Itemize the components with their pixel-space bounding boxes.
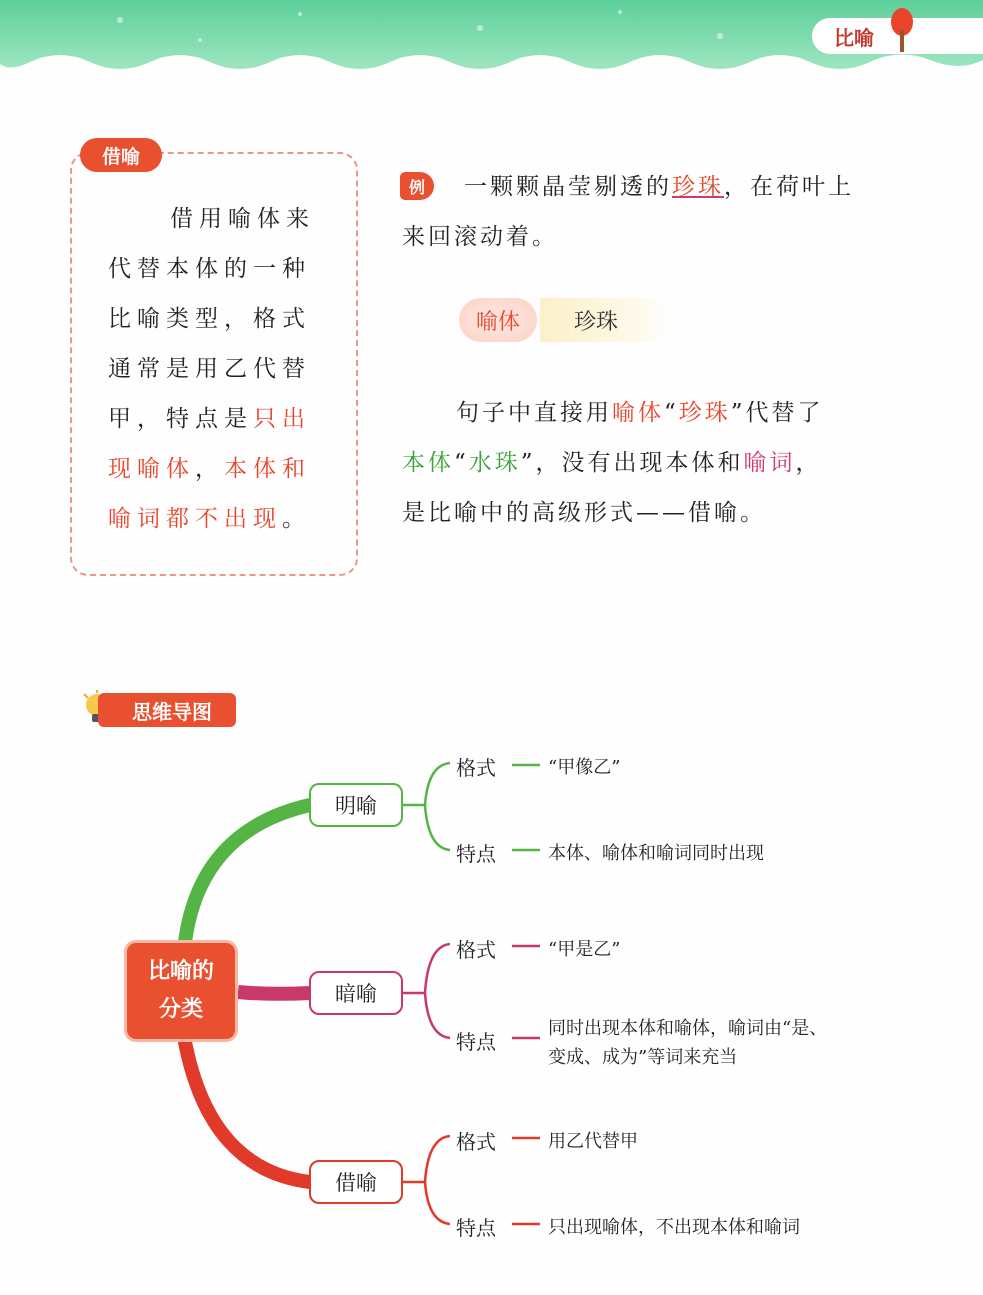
text-segment: 比喻类型，格式 — [108, 306, 311, 332]
leaf-text-feature-line-1: 同时出现本体和喻体，喻词由“是、 — [548, 1018, 828, 1039]
example-line-1: 一颗颗晶莹剔透的珍珠，在荷叶上 — [464, 174, 854, 200]
text-segment: “ — [664, 400, 679, 426]
text-segment: 借用喻体来 — [170, 206, 315, 232]
text-segment: ”，没有出现本体和 — [520, 450, 744, 476]
text-segment: 句子中直接用 — [456, 400, 612, 426]
mindmap-root — [124, 940, 238, 1042]
definition-line — [108, 400, 311, 433]
text-segment: ， — [795, 450, 822, 476]
mindmap-badge: 思维导图 — [98, 693, 236, 727]
definition-line — [108, 300, 311, 333]
leaf-text-feature: 只出现喻体，不出现本体和喻词 — [548, 1217, 800, 1238]
text-segment: 本体 — [402, 450, 454, 476]
leaf-text-format: “甲像乙” — [548, 757, 621, 778]
leaf-label-feature: 特点 — [456, 1030, 496, 1054]
text-segment: 是比喻中的高级形式——借喻。 — [402, 500, 766, 526]
example-icon: 例 — [400, 172, 434, 200]
leaf-label-format: 格式 — [456, 938, 496, 962]
text-segment: 。 — [282, 506, 311, 532]
leaf-label-feature: 特点 — [456, 1216, 496, 1240]
text-segment: 代替本体的一种 — [108, 256, 311, 282]
vehicle-label-pill: 喻体 — [459, 298, 537, 342]
leaf-label-format: 格式 — [456, 756, 496, 780]
text-segment: 只出 — [253, 406, 311, 432]
text-segment: 本体和 — [224, 456, 311, 482]
definition-line — [108, 250, 311, 283]
leaf-text-format: 用乙代替甲 — [548, 1131, 638, 1152]
definition-line — [170, 200, 315, 233]
text-segment: 通常是用乙代替 — [108, 356, 311, 382]
text-segment: ， — [195, 456, 224, 482]
definition-line — [108, 500, 311, 533]
tree-icon — [885, 6, 919, 54]
text-segment: 喻词都不出现 — [108, 506, 282, 532]
vehicle-value-pill: 珍珠 — [540, 298, 670, 342]
text-segment: 水珠 — [468, 450, 521, 476]
definition-badge: 借喻 — [80, 138, 162, 172]
mindmap-root-line-1: 比喻的 — [147, 959, 214, 984]
text-segment: 现喻体 — [108, 456, 195, 482]
text-segment: 喻体 — [612, 400, 664, 426]
branch-node-antonomasia: 借喻 — [309, 1160, 403, 1204]
explanation-line — [402, 444, 822, 477]
leaf-text-feature: 本体、喻体和喻词同时出现 — [548, 843, 764, 864]
chapter-tab-label: 比喻 — [834, 26, 874, 50]
example-line-2: 来回滚动着。 — [402, 224, 558, 250]
text-segment: “ — [454, 450, 469, 476]
text-segment: 珍珠 — [678, 400, 731, 426]
leaf-text-feature-line-2: 变成、成为”等词来充当 — [548, 1047, 738, 1068]
leaf-text-format: “甲是乙” — [548, 939, 621, 960]
leaf-label-format: 格式 — [456, 1130, 496, 1154]
branch-node-simile: 明喻 — [309, 783, 403, 827]
text-segment: 甲，特点是 — [108, 406, 253, 432]
explanation-line — [456, 394, 824, 427]
leaf-label-feature: 特点 — [456, 842, 496, 866]
mindmap-root-line-2: 分类 — [158, 997, 203, 1022]
definition-line — [108, 450, 311, 483]
text-segment: ”代替了 — [730, 400, 824, 426]
branch-node-metaphor: 暗喻 — [309, 971, 403, 1015]
definition-line — [108, 350, 311, 383]
explanation-line — [402, 494, 766, 527]
text-segment: 喻词 — [743, 450, 796, 476]
